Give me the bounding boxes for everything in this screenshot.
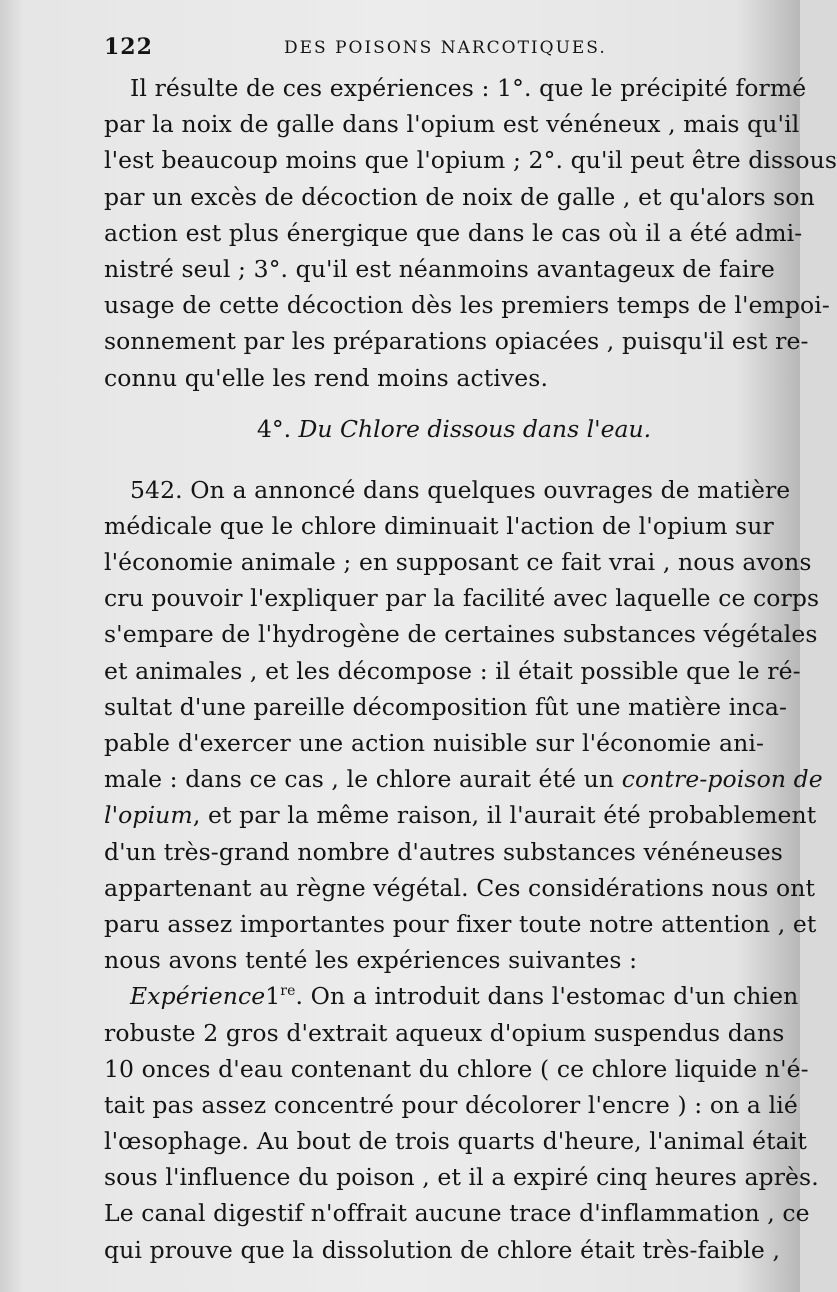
section-heading	[104, 396, 764, 452]
page-header	[104, 30, 764, 70]
text-line: appartenant au règne végétal. Ces considérations nous ont	[104, 873, 816, 902]
text-line: sultat d'une pareille décomposition fût une matière inca-	[104, 692, 787, 721]
text-line: robuste 2 gros d'extrait aqueux d'opium suspendus dans	[104, 1018, 785, 1047]
text-line: usage de cette décoction dès les premiers temps de l'empoi-	[104, 291, 830, 320]
text-line: s'empare de l'hydrogène de certaines substances végétales	[104, 620, 818, 649]
section-title: Du Chlore dissous dans l'eau.	[298, 414, 652, 443]
text-line: Le canal digestif n'offrait aucune trace d'inflammation , ce	[104, 1199, 810, 1228]
text-line: nistré seul ; 3°. qu'il est néanmoins avantageux de faire	[104, 254, 775, 283]
running-head: DES POISONS NARCOTIQUES.	[284, 38, 607, 58]
experiment-superscript: re	[280, 983, 296, 1000]
text-line: l'économie animale ; en supposant ce fait vrai , nous avons	[104, 548, 812, 577]
italic-term: l'opium	[104, 801, 193, 830]
text-line	[104, 797, 817, 833]
text-line: connu qu'elle les rend moins actives.	[104, 363, 549, 392]
text-line: par la noix de galle dans l'opium est vénéneux , mais qu'il	[104, 110, 800, 139]
text-line: médicale que le chlore diminuait l'action de l'opium sur	[104, 511, 774, 540]
text-segment: male : dans ce cas , le chlore aurait été un	[104, 765, 622, 794]
text-line: 542. On a annoncé dans quelques ouvrages de matière	[130, 475, 791, 504]
page-number: 122	[104, 34, 153, 60]
text-line: pable d'exercer une action nuisible sur l'économie ani-	[104, 729, 764, 757]
body-text	[104, 70, 837, 1268]
text-line: action est plus énergique que dans le cas où il a été admi-	[104, 218, 803, 247]
italic-term: contre-poison de	[621, 765, 823, 794]
text-line: 10 onces d'eau contenant du chlore ( ce chlore liquide n'é-	[104, 1054, 809, 1083]
text-line: et animales , et les décompose : il était possible que le ré-	[104, 656, 801, 685]
text-line: qui prouve que la dissolution de chlore était très-faible ,	[104, 1235, 781, 1264]
text-line: tait pas assez concentré pour décolorer l'encre ) : on a lié	[104, 1090, 798, 1119]
text-line: d'un très-grand nombre d'autres substances vénéneuses	[104, 837, 783, 866]
text-line: Il résulte de ces expériences : 1°. que le précipité formé	[130, 74, 807, 102]
text-line: cru pouvoir l'expliquer par la facilité avec laquelle ce corps	[104, 584, 820, 613]
text-segment: . On a introduit dans l'estomac d'un chien	[295, 982, 799, 1011]
text-line: paru assez importantes pour fixer toute notre attention , et	[104, 909, 817, 938]
text-line: sous l'influence du poison , et il a expiré cinq heures après.	[104, 1163, 819, 1192]
text-segment: , et par la même raison, il l'aurait été probablement	[192, 801, 817, 830]
text-line: nous avons tenté les expériences suivantes :	[104, 946, 638, 975]
text-line	[104, 761, 823, 797]
spacer	[104, 452, 764, 472]
experiment-label: Expérience	[130, 982, 266, 1011]
section-number: 4°.	[256, 414, 292, 443]
text-line	[104, 978, 799, 1014]
text-line: l'est beaucoup moins que l'opium ; 2°. qu'il peut être dissous	[104, 146, 837, 175]
experiment-number: 1	[265, 982, 281, 1011]
text-line: sonnement par les préparations opiacées , puisqu'il est re-	[104, 327, 809, 356]
text-line: par un excès de décoction de noix de galle , et qu'alors son	[104, 182, 815, 211]
text-line: l'œsophage. Au bout de trois quarts d'heure, l'animal était	[104, 1127, 807, 1156]
